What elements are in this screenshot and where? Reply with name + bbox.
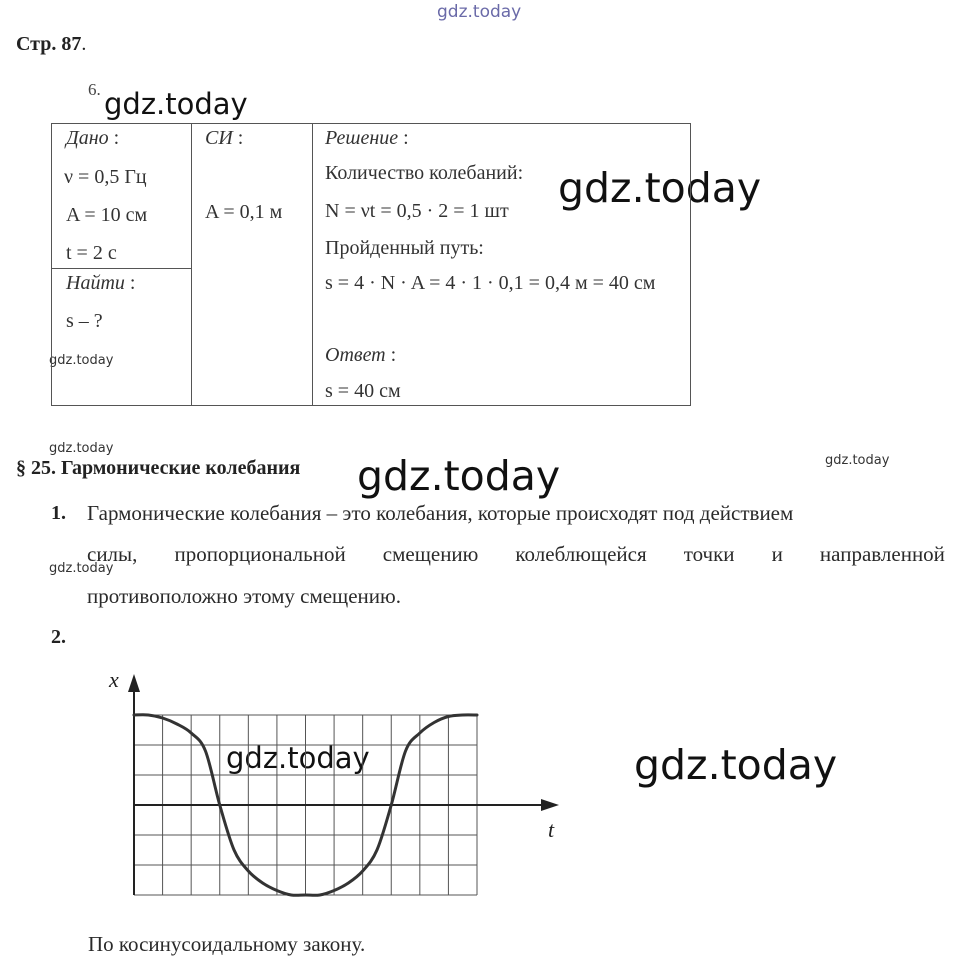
watermark-section-small: gdz.today (49, 441, 114, 456)
given-colon: : (113, 127, 120, 149)
find-title: Найти (66, 272, 125, 294)
section-title: § 25. Гармонические колебания (16, 457, 301, 479)
x-axis-label: t (548, 817, 555, 842)
y-axis-label: x (109, 667, 119, 692)
item1-line2-word: и (771, 542, 783, 566)
watermark-top: gdz.today (437, 2, 522, 22)
solution-path-label: Пройденный путь: (325, 237, 484, 259)
find-target: s – ? (66, 310, 103, 332)
solution-colon: : (403, 127, 409, 149)
watermark-section-right: gdz.today (825, 453, 890, 468)
item1-line2-word: колеблющейся (515, 542, 647, 566)
chart-axes (128, 674, 559, 895)
si-title: СИ (205, 127, 233, 149)
answer-value: s = 40 см (325, 380, 401, 402)
page-reference-label: Стр. 87 (16, 33, 82, 55)
item2-number: 2. (51, 626, 66, 648)
watermark-section-center: gdz.today (357, 452, 561, 500)
given-time: t = 2 с (66, 242, 117, 264)
given-amplitude: A = 10 см (66, 204, 148, 226)
find-colon: : (129, 272, 136, 294)
item1-line2-word: направленной (819, 542, 945, 566)
si-colon: : (237, 127, 244, 149)
item1-line2-word: пропорциональной (174, 542, 346, 566)
item1-line2-word: смещению (382, 542, 479, 566)
item1-line1: Гармонические колебания – это колебания, которые происходят под действием (87, 501, 794, 525)
solution-count-formula: N = νt = 0,5 · 2 = 1 шт (325, 200, 509, 222)
watermark-graph-right: gdz.today (634, 741, 838, 789)
y-axis-arrow (128, 674, 140, 692)
item1-number: 1. (51, 502, 66, 524)
watermark-table-small: gdz.today (49, 353, 114, 368)
given-title: Дано (66, 127, 109, 149)
item1-line2-word: точки (683, 542, 735, 566)
page-reference-period: . (81, 33, 87, 55)
x-axis-arrow (541, 799, 559, 811)
solution-path-formula: s = 4 · N · A = 4 · 1 · 0,1 = 0,4 м = 40 см (325, 272, 656, 294)
answer-title: Ответ (325, 344, 386, 366)
watermark-item1-small: gdz.today (49, 561, 114, 576)
watermark-table-right: gdz.today (558, 164, 762, 212)
given-nu: ν = 0,5 Гц (64, 166, 147, 188)
solution-title: Решение (325, 127, 399, 149)
si-amplitude: A = 0,1 м (205, 201, 283, 223)
item1-line2-word: силы, (87, 542, 138, 566)
watermark-graph: gdz.today (226, 741, 370, 775)
solution-count-label: Количество колебаний: (325, 162, 524, 184)
answer-colon: : (390, 344, 397, 366)
item1-line3: противоположно этому смещению. (87, 584, 401, 608)
watermark-task6: gdz.today (104, 87, 248, 121)
task-number: 6. (88, 80, 101, 99)
item2-answer: По косинусоидальному закону. (88, 932, 366, 956)
